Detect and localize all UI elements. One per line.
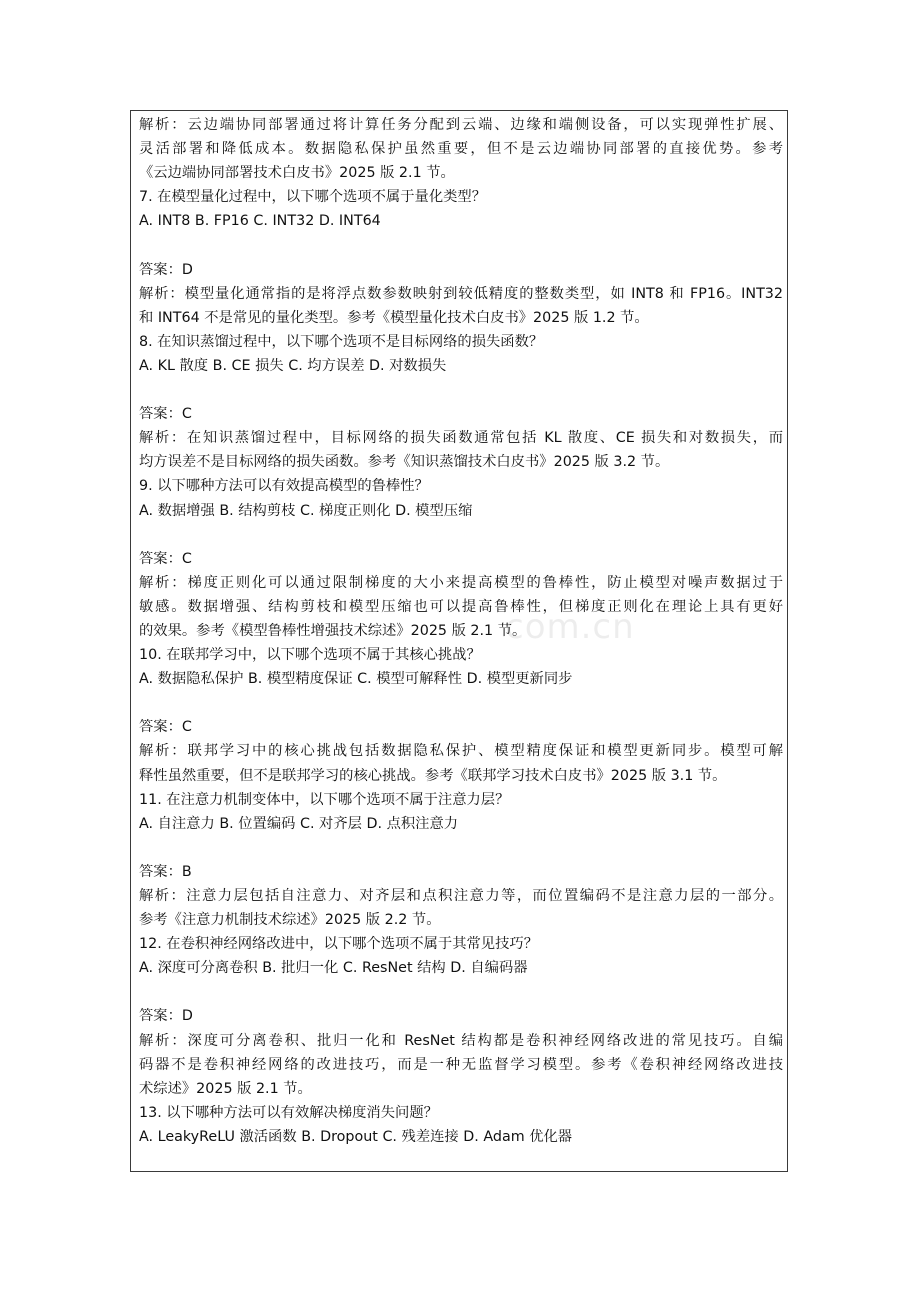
blank-line (139, 836, 783, 860)
question-9-options: A. 数据增强 B. 结构剪枝 C. 梯度正则化 D. 模型压缩 (139, 502, 473, 519)
question-8: 8. 在知识蒸馏过程中，以下哪个选项不是目标网络的损失函数？ (139, 333, 544, 350)
question-13-options: A. LeakyReLU 激活函数 B. Dropout C. 残差连接 D. Adam 优化器 (139, 1128, 573, 1145)
explanation-7-line: 解析：模型量化通常指的是将浮点数参数映射到较低精度的整数类型，如 INT8 和 FP16。INT32 (139, 285, 783, 302)
explanation-9-line: 解析：梯度正则化可以通过限制梯度的大小来提高模型的鲁棒性，防止模型对噪声数据过于 (139, 574, 783, 591)
question-13: 13. 以下哪种方法可以有效解决梯度消失问题？ (139, 1104, 438, 1121)
document-content (139, 113, 783, 1149)
explanation-9-line: 敏感。数据增强、结构剪枝和模型压缩也可以提高鲁棒性，但梯度正则化在理论上具有更好 (139, 598, 783, 615)
explanation-11-line: 参考《注意力机制技术综述》2025 版 2.2 节。 (139, 912, 441, 929)
explanation-11-line: 解析：注意力层包括自注意力、对齐层和点积注意力等，而位置编码不是注意力层的一部分。 (139, 888, 783, 904)
answer-11: 答案：B (139, 863, 192, 880)
question-10-options: A. 数据隐私保护 B. 模型精度保证 C. 模型可解释性 D. 模型更新同步 (139, 671, 573, 688)
question-12-options: A. 深度可分离卷积 B. 批归一化 C. ResNet 结构 D. 自编码器 (139, 960, 528, 977)
question-10: 10. 在联邦学习中，以下哪个选项不属于其核心挑战？ (139, 647, 481, 664)
watermark: com.cn (505, 607, 635, 647)
question-8-options: A. KL 散度 B. CE 损失 C. 均方误差 D. 对数损失 (139, 357, 447, 374)
blank-line (139, 691, 783, 715)
explanation-9-line: 的效果。参考《模型鲁棒性增强技术综述》2025 版 2.1 节。 (139, 622, 527, 639)
explanation-8-line: 均方误差不是目标网络的损失函数。参考《知识蒸馏技术白皮书》2025 版 3.2 节。 (139, 454, 670, 471)
explanation-10-line: 释性虽然重要，但不是联邦学习的核心挑战。参考《联邦学习技术白皮书》2025 版 3.1 节。 (139, 767, 727, 784)
answer-9: 答案：C (139, 550, 192, 567)
answer-7: 答案：D (139, 261, 193, 278)
question-11: 11. 在注意力机制变体中，以下哪个选项不属于注意力层？ (139, 791, 510, 808)
answer-8: 答案：C (139, 406, 192, 423)
q6-explanation-line: 解析：云边端协同部署通过将计算任务分配到云端、边缘和端侧设备，可以实现弹性扩展、 (139, 117, 783, 133)
question-12: 12. 在卷积神经网络改进中，以下哪个选项不属于其常见技巧？ (139, 936, 538, 953)
explanation-7-line: 和 INT64 不是常见的量化类型。参考《模型量化技术白皮书》2025 版 1.2 节。 (139, 309, 649, 326)
explanation-12-line: 术综述》2025 版 2.1 节。 (139, 1080, 312, 1097)
explanation-12-line: 码器不是卷积神经网络的改进技巧，而是一种无监督学习模型。参考《卷积神经网络改进技 (139, 1056, 783, 1073)
blank-line (139, 233, 783, 257)
explanation-8-line: 解析：在知识蒸馏过程中，目标网络的损失函数通常包括 KL 散度、CE 损失和对数损失，而 (139, 430, 783, 447)
explanation-12-line: 解析：深度可分离卷积、批归一化和 ResNet 结构都是卷积神经网络改进的常见技巧。自编 (139, 1032, 783, 1049)
question-7: 7. 在模型量化过程中，以下哪个选项不属于量化类型？ (139, 189, 487, 206)
blank-line (139, 980, 783, 1004)
blank-line (139, 523, 783, 547)
answer-12: 答案：D (139, 1008, 193, 1025)
question-11-options: A. 自注意力 B. 位置编码 C. 对齐层 D. 点积注意力 (139, 815, 459, 832)
document-frame (130, 110, 788, 1172)
explanation-10-line: 解析：联邦学习中的核心挑战包括数据隐私保护、模型精度保证和模型更新同步。模型可解 (139, 743, 783, 760)
answer-10: 答案：C (139, 719, 192, 736)
question-9: 9. 以下哪种方法可以有效提高模型的鲁棒性？ (139, 478, 429, 495)
blank-line (139, 378, 783, 402)
q6-explanation-line: 《云边端协同部署技术白皮书》2025 版 2.1 节。 (139, 165, 455, 182)
q6-explanation-line: 灵活部署和降低成本。数据隐私保护虽然重要，但不是云边端协同部署的直接优势。参考 (139, 141, 783, 158)
question-7-options: A. INT8 B. FP16 C. INT32 D. INT64 (139, 213, 381, 230)
